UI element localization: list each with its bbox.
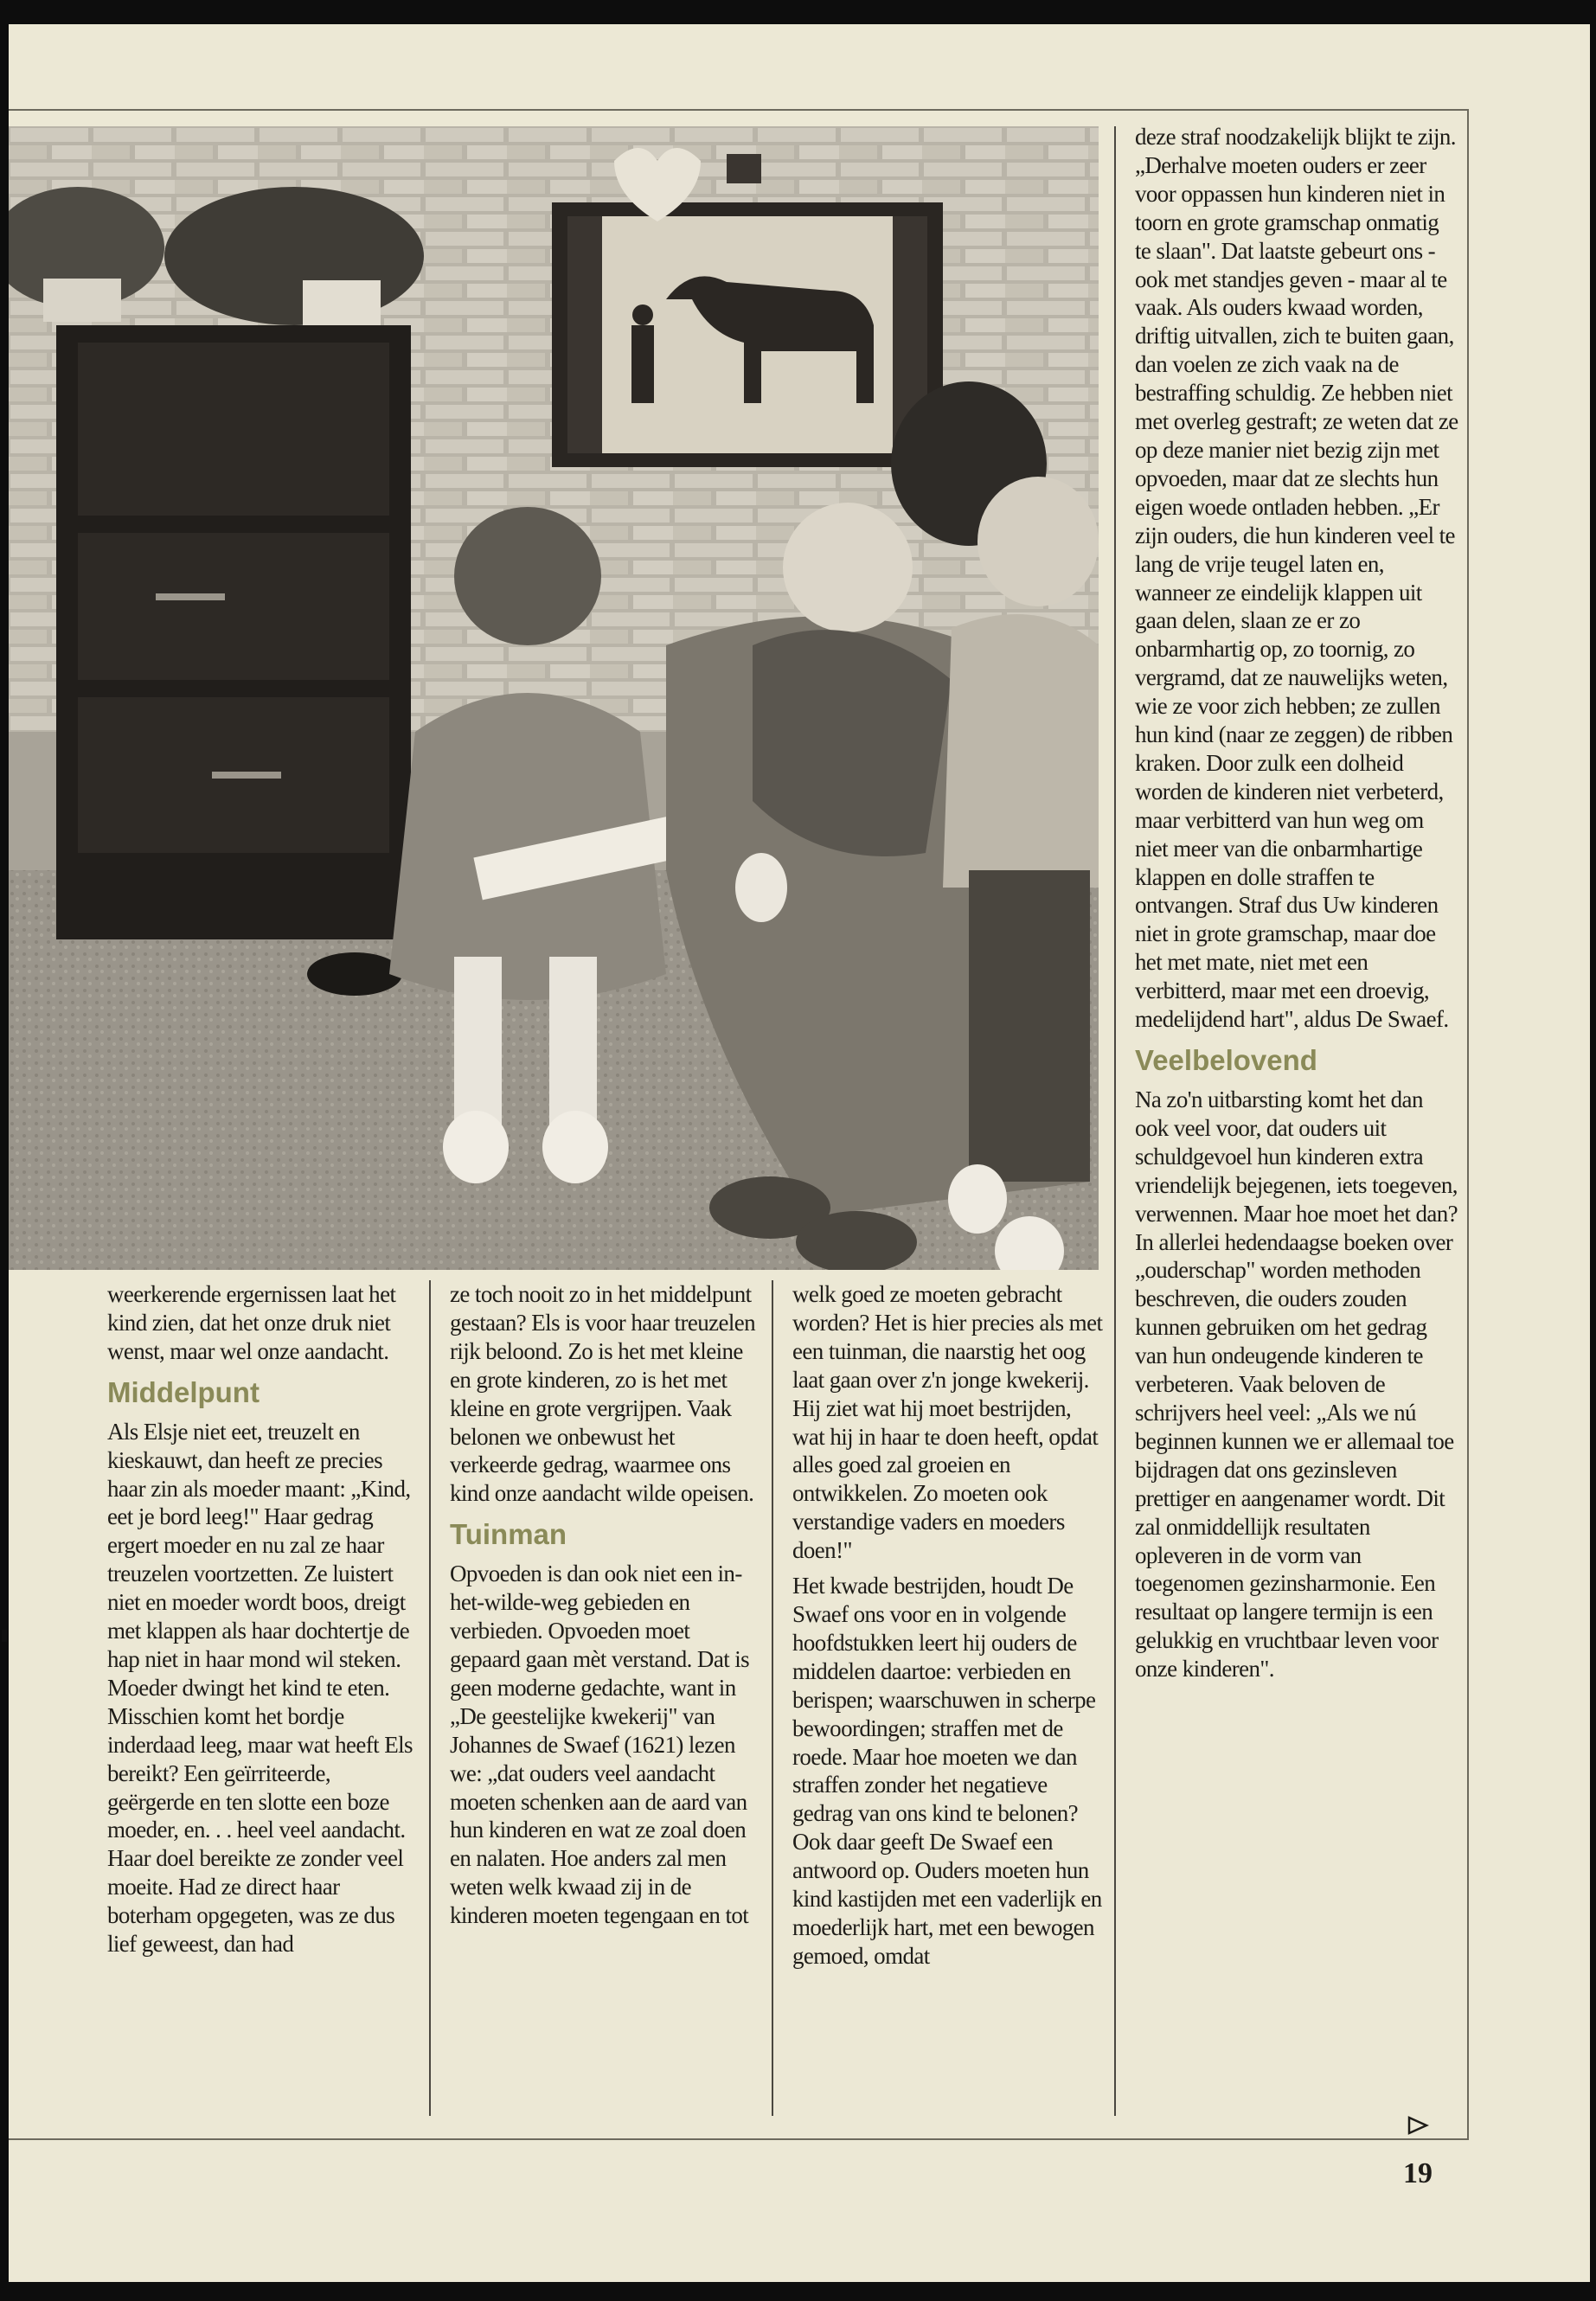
page-number: 19 [1403, 2157, 1433, 2189]
bottom-rule [9, 2138, 1469, 2140]
heading-veelbelovend: Veelbelovend [1135, 1044, 1317, 1076]
col1-paragraph-1: weerkerende ergernissen laat het kind zien, dat het onze druk niet wenst, maar wel onze aandacht. [107, 1281, 396, 1364]
text-column-3 [792, 1280, 1106, 1971]
heading-tuinman: Tuinman [450, 1518, 567, 1551]
column-rule-1 [429, 1280, 431, 2116]
col4-paragraph-2: Na zo'n uitbarsting komt het dan ook veel voor, dat ouders uit schuldgevoel hun kinderen extra vriendelijk bejegenen, iets toegeven, verwennen. Maar hoe moet het dan? In allerlei hedendaagse boeken over „ouderschap" worden methoden beschreven, die ouders zouden kunnen gebruiken om het gedrag van hun ondeugende kinderen te verbeteren. Vaak beloven de schrijvers heel veel: „Als we nú beginnen kunnen we er allemaal toe bijdragen dat ons gezinsleven prettiger en aangenamer wordt. Dit zal onmiddellijk resultaten opleveren in de vorm van toegenomen gezinsharmonie. Een resultaat op langere termijn is een gelukkig en vruchtbaar leven voor onze kinderen". [1135, 1086, 1458, 1682]
col4-paragraph-1: deze straf noodzakelijk blijkt te zijn. „Derhalve moeten ouders er zeer voor oppassen hun kinderen niet in toorn en grote gramschap onmatig te slaan". Dat laatste gebeurt ons - ook met standjes geven - maar al te vaak. Als ouders kwaad worden, driftig uitvallen, zich te buiten gaan, dan voelen ze zich vaak na de bestraffing schuldig. Ze hebben niet met overleg gestraft; ze weten dat ze op deze manier niet bezig zijn met opvoeden, maar dat ze slechts hun eigen woede ontladen hebben. „Er zijn ouders, die hun kinderen veel te lang de vrije teugel laten en, wanneer ze eindelijk klappen uit gaan delen, slaan ze er zo onbarmhartig op, zo toornig, zo vergramd, dat ze nauwelijks weten, wie ze voor zich hebben; ze zullen hun kind (naar ze zeggen) de ribben kraken. Door zulk een dolheid worden de kinderen niet verbeterd, maar verbitterd van hun weg om niet meer van die onbarmhartige klappen en dolle straffen te ontvangen. Straf dus Uw kinderen niet in grote gramschap, maar doe het met mate, niet met een verbitterd, maar met een droevig, medelijdend hart", aldus De Swaef. [1135, 124, 1458, 1033]
top-rule [9, 109, 1469, 111]
text-column-4 [1135, 123, 1458, 1683]
column-rule-3 [1114, 126, 1116, 2116]
text-column-1 [107, 1280, 419, 1958]
col2-paragraph-2: Opvoeden is dan ook niet een in-het-wilde-weg gebieden en verbieden. Opvoeden moet gepaard gaan mèt verstand. Dat is geen moderne gedachte, want in „De geestelijke kwekerij" van Johannes de Swaef (1621) lezen we: „dat ouders veel aandacht moeten schenken aan de aard van hun kinderen en wat ze zoal doen en nalaten. Hoe anders zal men weten welk kwaad zij in de kinderen moeten tegengaan en tot [450, 1561, 750, 1929]
magazine-page [9, 24, 1590, 2282]
margin-mark [2, 1630, 7, 1642]
column-rule-2 [772, 1280, 773, 2116]
right-rule [1467, 109, 1469, 2140]
col3-paragraph-2: Het kwade bestrijden, houdt De Swaef ons voor en in volgende hoofdstukken leert hij ouders de middelen daartoe: verbieden en berispen; waarschuwen in scherpe bewoordingen; straffen met de roede. Maar hoe moeten we dan straffen zonder het negatieve gedrag van ons kind te belonen? Ook daar geeft De Swaef een antwoord op. Ouders moeten hun kind kastijden met een vaderlijk en moederlijk hart, met een bewogen gemoed, omdat [792, 1573, 1102, 1969]
text-column-2 [450, 1280, 763, 1930]
family-reading-photo [9, 126, 1099, 1270]
photo-illustration [9, 126, 1099, 1270]
col3-paragraph-1: welk goed ze moeten gebracht worden? Het is hier precies als met een tuinman, die naarstig het oog laat gaan over z'n jonge kwekerij. Hij ziet wat hij moet bestrijden, wat hij in haar te doen heeft, opdat alles goed zal groeien en ontwikkelen. Zo moeten ook verstandige vaders en moeders doen!" [792, 1281, 1103, 1564]
continue-arrow-icon [1407, 2116, 1429, 2135]
col1-paragraph-2: Als Elsje niet eet, treuzelt en kieskauwt, dan heeft ze precies haar zin als moeder maant: „Kind, eet je bord leeg!" Haar gedrag ergert moeder en nu zal ze haar treuzelen voortzetten. Ze luistert niet en moeder wordt boos, dreigt met klappen als haar dochtertje de hap niet in haar mond wil steken. Moeder dwingt het kind te eten. Misschien komt het bordje inderdaad leeg, maar wat heeft Els bereikt? Een geïrriteerde, geërgerde en ten slotte een boze moeder, en. . . heel veel aandacht. Haar doel bereikte ze zonder veel moeite. Had ze direct haar boterham opgegeten, was ze dus lief geweest, dan had [107, 1418, 413, 1958]
col2-paragraph-1: ze toch nooit zo in het middelpunt gestaan? Els is voor haar treuzelen rijk beloond. Zo is het met kleine en grote kinderen, zo is het met kleine en grote vergrijpen. Vaak belonen we onbewust het verkeerde gedrag, waarmee ons kind onze aandacht wilde opeisen. [450, 1281, 756, 1507]
heading-middelpunt: Middelpunt [107, 1375, 260, 1408]
